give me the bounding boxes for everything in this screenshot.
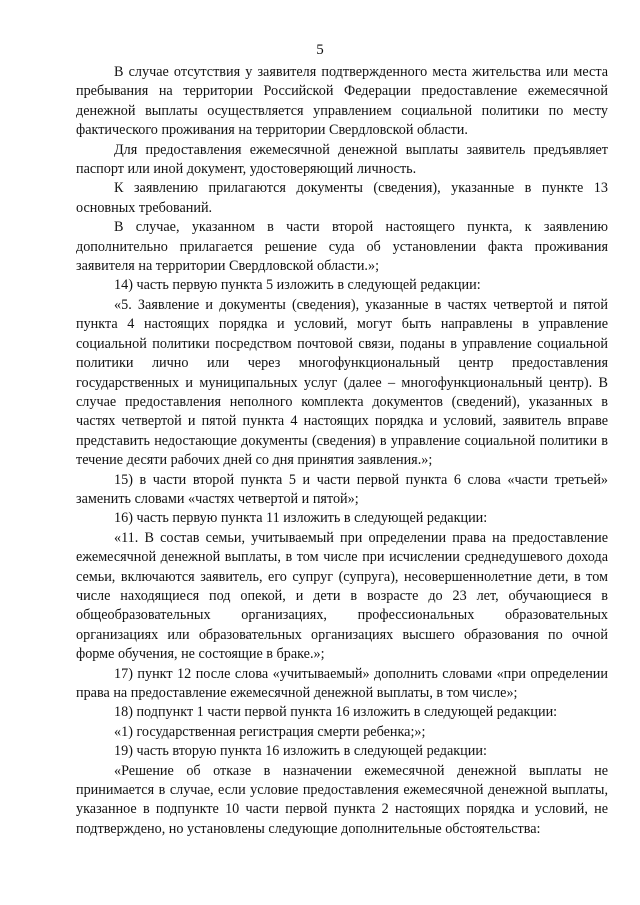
amendment-item: 16) часть первую пункта 11 изложить в следующей редакции: [114,510,488,527]
paragraph: К заявлению прилагаются документы (сведения), указанные в пункте 13 основных требований. [76,180,608,216]
amendment-item: 14) часть первую пункта 5 изложить в следующей редакции: [114,277,481,294]
quoted-paragraph: «1) государственная регистрация смерти ребенка;»; [114,723,426,740]
paragraph: В случае, указанном в части второй настоящего пункта, к заявлению дополнительно прилагается решение суда об установлении факта проживания заявителя на территории Свердловской области.»; [76,219,608,275]
page-number: 5 [316,42,324,58]
amendment-item: 15) в части второй пункта 5 и части первой пункта 6 слова «части третьей» заменить словами «частях четвертой и пятой»; [76,471,608,507]
quoted-paragraph: «11. В состав семьи, учитываемый при определении права на предоставление ежемесячной денежной выплаты, в том числе при исчислении среднедушевого дохода семьи, включаются заявитель, его супруг (супруга), несовершеннолетние дети, в том числе находящиеся под опекой, и дети в возрасте до 23 лет, обучающиеся в общеобразовательных организациях, профессиональных образовательных организациях или образовательных организациях высшего образования по очной форме обучения, не состоящие в браке.»; [76,529,608,663]
amendment-item: 18) подпункт 1 части первой пункта 16 изложить в следующей редакции: [114,704,558,721]
paragraph: В случае отсутствия у заявителя подтвержденного места жительства или места пребывания на территории Российской Федерации предоставление ежемесячной денежной выплаты осуществляется управлением социальной политики по месту фактического проживания на территории Свердловской области. [76,64,608,139]
document-body [76,63,608,839]
amendment-item: 19) часть вторую пункта 16 изложить в следующей редакции: [114,743,487,760]
amendment-item: 17) пункт 12 после слова «учитываемый» дополнить словами «при определении права на предоставление ежемесячной денежной выплаты, в том числе»; [76,665,608,701]
paragraph: Для предоставления ежемесячной денежной выплаты заявитель предъявляет паспорт или иной документ, удостоверяющий личность. [76,141,608,178]
quoted-paragraph: «Решение об отказе в назначении ежемесячной денежной выплаты не принимается в случае, если условие предоставления ежемесячной денежной выплаты, указанное в подпункте 10 части первой пункта 2 настоящих порядка и условий, не подтверждено, но установлены следующие дополнительные обстоятельства: [76,762,608,837]
quoted-paragraph: «5. Заявление и документы (сведения), указанные в частях четвертой и пятой пункта 4 настоящих порядка и условий, могут быть направлены в управление социальной политики посредством почтовой связи, поданы в управление социальной политики лично или через многофункциональный центр предоставления государственных и муниципальных услуг (далее – многофункциональный центр). В случае предоставления неполного комплекта документов (сведений), указанных в частях четвертой и пятой пункта 4 настоящих порядка и условий, заявитель вправе представить недостающие документы (сведения) в управление социальной политики в течение десяти рабочих дней со дня принятия заявления.»; [76,296,608,469]
